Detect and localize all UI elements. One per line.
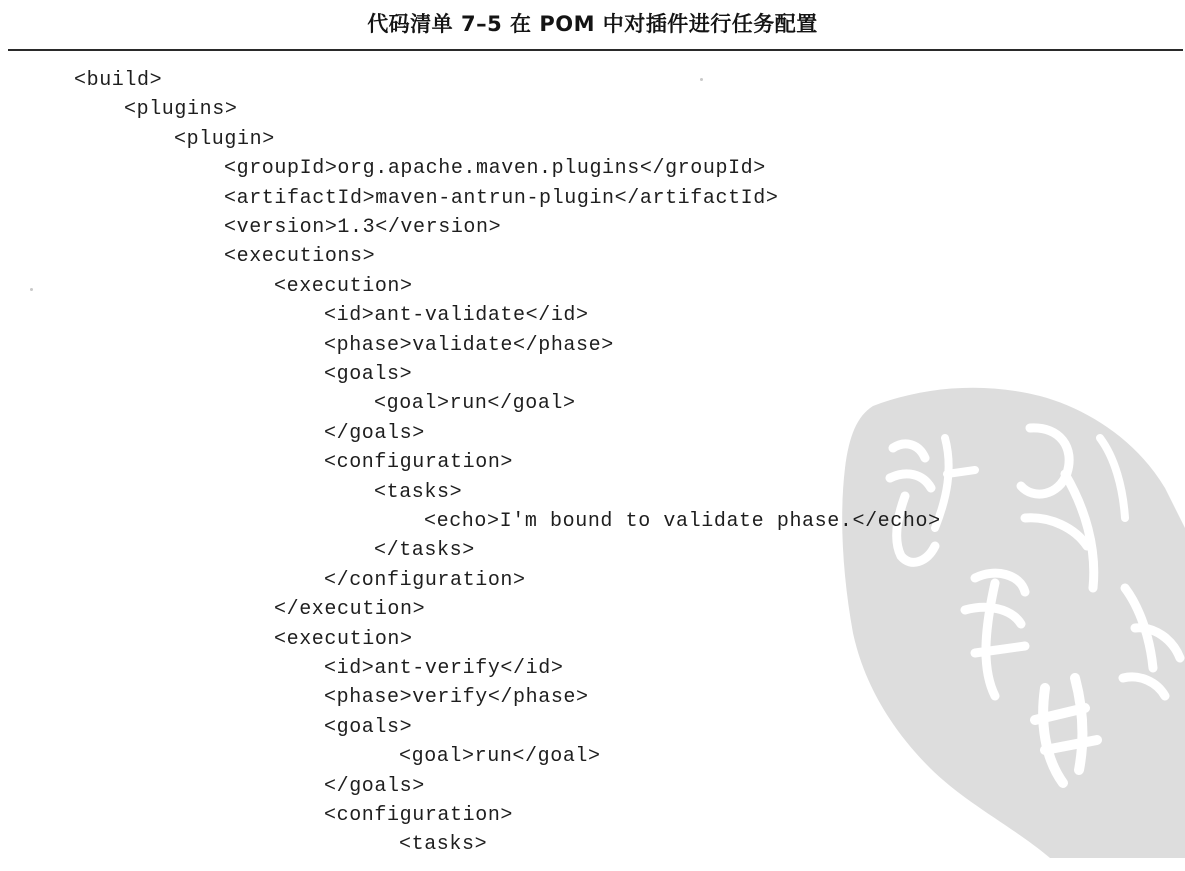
code-line: <goal>run</goal> (399, 745, 601, 769)
code-block (0, 66, 1185, 866)
title-divider (8, 49, 1183, 51)
code-line: </execution> (274, 598, 426, 622)
code-line: <version>1.3</version> (224, 216, 502, 239)
code-line: <tasks> (399, 833, 488, 857)
code-line: <execution> (274, 274, 413, 298)
code-line: <configuration> (324, 451, 514, 475)
code-line: <phase>validate</phase> (324, 333, 614, 357)
code-line: <id>ant-verify</id> (324, 657, 564, 680)
code-line: <phase>verify</phase> (324, 686, 589, 710)
code-line: <goals> (324, 715, 413, 739)
code-line: <goals> (324, 363, 413, 386)
code-line: <plugin> (174, 127, 275, 151)
code-line: <execution> (274, 627, 413, 651)
code-line: <groupId>org.apache.maven.plugins</groupId> (224, 157, 766, 181)
code-line: <artifactId>maven-antrun-plugin</artifactId> (224, 186, 779, 210)
code-line: </tasks> (374, 539, 475, 563)
listing-title: 代码清单 7–5 在 POM 中对插件进行任务配置 (367, 12, 818, 36)
code-line: <plugins> (124, 98, 238, 122)
code-line: </goals> (324, 774, 425, 798)
code-line: <id>ant-validate</id> (324, 304, 589, 328)
code-line: </goals> (324, 421, 425, 445)
code-line: <configuration> (324, 804, 514, 827)
code-line: <tasks> (374, 480, 463, 504)
code-line: <echo>I'm bound to validate phase.</echo> (424, 510, 941, 533)
code-line: </configuration> (324, 568, 526, 592)
code-line: <goal>run</goal> (374, 392, 576, 416)
code-line: <executions> (224, 245, 376, 269)
code-line: <build> (74, 69, 163, 92)
